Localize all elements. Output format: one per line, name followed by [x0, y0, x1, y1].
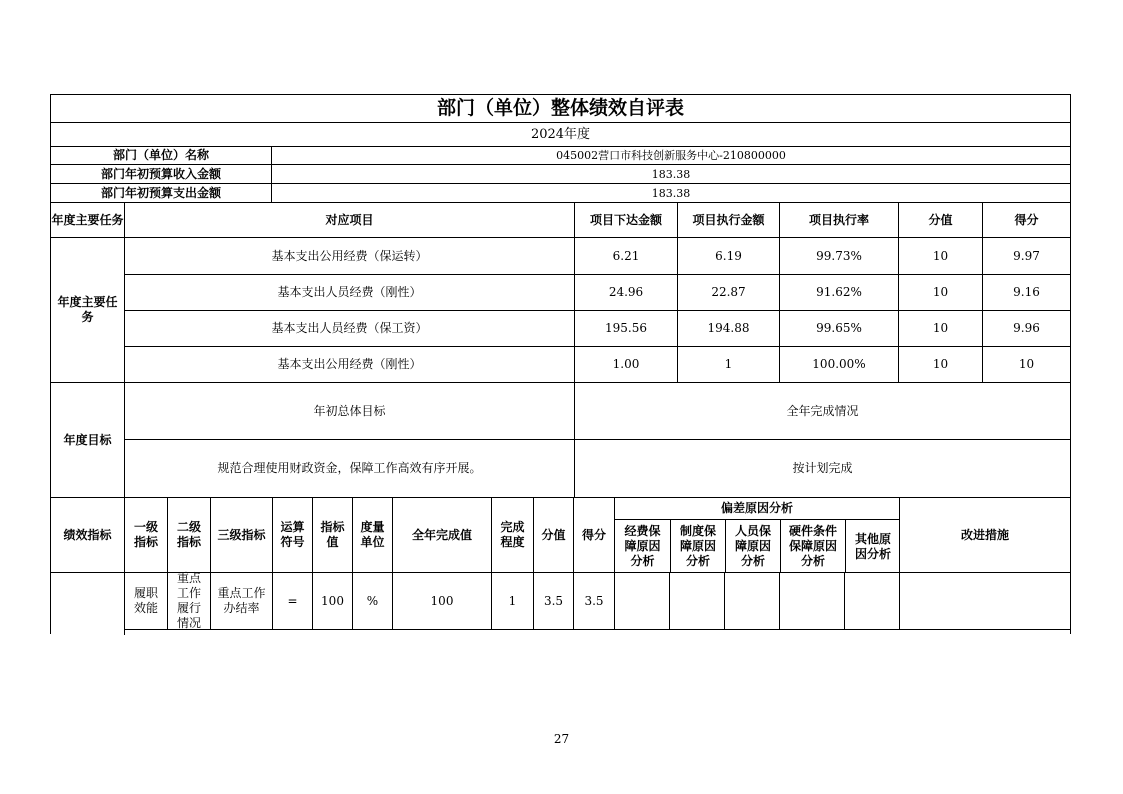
income-row — [51, 165, 1070, 184]
task-row — [124, 275, 1070, 311]
dev-funding-header: 经费保障原因分析 — [624, 524, 661, 568]
indicator-score: 3.5 — [573, 573, 614, 629]
task-score: 9.96 — [982, 311, 1070, 346]
indicator-improvement — [899, 573, 1070, 629]
indicator-level3: 重点工作办结率 — [210, 573, 272, 629]
level2-header: 二级指标 — [167, 498, 210, 572]
level3-header: 三级指标 — [210, 498, 272, 572]
income-label: 部门年初预算收入金额 — [100, 166, 221, 181]
task-row — [124, 238, 1070, 275]
indicator-dev-other — [844, 573, 899, 629]
dept-name-label: 部门（单位）名称 — [112, 148, 209, 162]
initial-goal-header: 年初总体目标 — [124, 383, 574, 439]
degree-header: 完成程度 — [491, 498, 533, 572]
year-label: 2024年度 — [530, 127, 591, 142]
task-allocated: 1.00 — [574, 347, 677, 382]
indicator-row — [124, 573, 1070, 630]
task-executed: 194.88 — [677, 311, 779, 346]
expense-label: 部门年初预算支出金额 — [100, 185, 221, 200]
evaluation-table — [50, 94, 1071, 634]
score-header: 得分 — [573, 498, 614, 572]
indicator-dev-funding — [614, 573, 669, 629]
improvement-header: 改进措施 — [899, 498, 1070, 572]
tasks-group — [51, 238, 124, 383]
task-executed: 6.19 — [677, 238, 779, 274]
cutoff-line — [124, 630, 125, 635]
initial-goal-value: 规范合理使用财政资金，保障工作高效有序开展。 — [124, 440, 574, 497]
indicator-dev-system — [669, 573, 724, 629]
dept-name-value: 045002营口市科技创新服务中心-210800000 — [271, 147, 1070, 164]
task-rate: 99.73% — [779, 238, 898, 274]
indicator-score-value: 3.5 — [533, 573, 573, 629]
task-allocated: 6.21 — [574, 238, 677, 274]
indicator-target: 100 — [312, 573, 352, 629]
goals-value-row — [124, 440, 1070, 498]
dev-hardware-header: 硬件条件保障原因分析 — [780, 520, 845, 573]
rate-header: 项目执行率 — [779, 203, 898, 237]
task-score-value: 10 — [898, 311, 982, 346]
level1-header: 一级指标 — [124, 498, 167, 572]
operator-header: 运算符号 — [272, 498, 312, 572]
task-item: 基本支出公用经费（刚性） — [124, 347, 574, 382]
dev-other-header: 其他原因分析 — [845, 520, 900, 573]
completion-header: 全年完成情况 — [574, 383, 1070, 439]
task-score: 9.16 — [982, 275, 1070, 310]
score-value-header: 分值 — [898, 203, 982, 237]
indicator-dev-personnel — [724, 573, 779, 629]
deviation-group — [614, 498, 899, 572]
indicators-label: 绩效指标 — [63, 527, 112, 542]
indicators-header-row — [51, 498, 1070, 573]
completion-value: 按计划完成 — [574, 440, 1070, 497]
page-title: 部门（单位）整体绩效自评表 — [436, 97, 684, 119]
page-number: 27 — [553, 732, 570, 746]
expense-value: 183.38 — [271, 184, 1070, 202]
indicator-unit: % — [352, 573, 392, 629]
task-row — [124, 311, 1070, 347]
deviation-header: 偏差原因分析 — [615, 498, 899, 520]
indicator-level1: 履职效能 — [124, 573, 167, 629]
task-item: 基本支出人员经费（保工资） — [124, 311, 574, 346]
dept-row — [51, 147, 1070, 165]
year-row — [51, 123, 1070, 147]
task-score-value: 10 — [898, 275, 982, 310]
goals-label: 年度目标 — [63, 432, 112, 447]
indicator-dev-hardware — [779, 573, 844, 629]
task-executed: 22.87 — [677, 275, 779, 310]
unit-header: 度量单位 — [352, 498, 392, 572]
task-item: 基本支出人员经费（刚性） — [124, 275, 574, 310]
task-header: 年度主要任务 — [51, 212, 124, 227]
income-value: 183.38 — [271, 165, 1070, 183]
executed-header: 项目执行金额 — [677, 203, 779, 237]
task-score: 10 — [982, 347, 1070, 382]
task-allocated: 24.96 — [574, 275, 677, 310]
indicator-annual: 100 — [392, 573, 491, 629]
task-executed: 1 — [677, 347, 779, 382]
score-header: 得分 — [982, 203, 1070, 237]
indicator-degree: 1 — [491, 573, 533, 629]
annual-header: 全年完成值 — [392, 498, 491, 572]
indicator-level2: 重点工作履行情况 — [167, 573, 210, 629]
task-score-value: 10 — [898, 238, 982, 274]
dev-personnel-header: 人员保障原因分析 — [725, 520, 780, 573]
expense-row — [51, 184, 1070, 203]
indicator-operator: = — [272, 573, 312, 629]
score-value-header: 分值 — [533, 498, 573, 572]
task-row — [124, 347, 1070, 383]
task-score-value: 10 — [898, 347, 982, 382]
task-rate: 91.62% — [779, 275, 898, 310]
allocated-header: 项目下达金额 — [574, 203, 677, 237]
title-row — [51, 95, 1070, 123]
tasks-group-label: 年度主要任务 — [57, 295, 118, 324]
task-rate: 100.00% — [779, 347, 898, 382]
goals-group — [51, 383, 124, 498]
task-item: 基本支出公用经费（保运转） — [124, 238, 574, 274]
task-score: 9.97 — [982, 238, 1070, 274]
dev-system-header: 制度保障原因分析 — [670, 520, 725, 573]
goals-header-row — [124, 383, 1070, 440]
task-allocated: 195.56 — [574, 311, 677, 346]
task-rate: 99.65% — [779, 311, 898, 346]
item-header: 对应项目 — [124, 203, 574, 237]
target-header: 指标值 — [312, 498, 352, 572]
tasks-header-row — [51, 203, 1070, 238]
